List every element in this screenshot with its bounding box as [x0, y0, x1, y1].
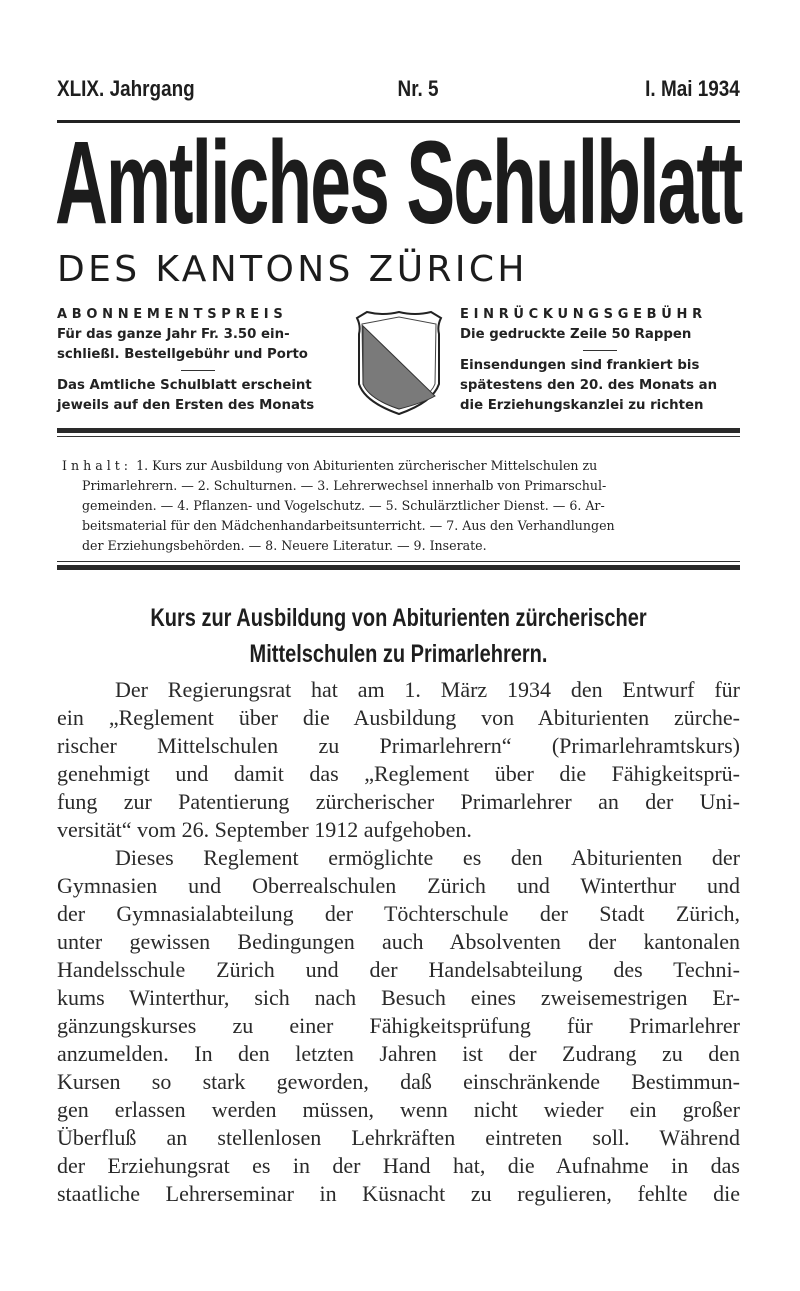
issue-line: [57, 76, 740, 106]
article-title: [57, 600, 740, 672]
paragraph-line: Kursen so stark geworden, daß einschränkende Bestimmun-: [57, 1069, 740, 1094]
paragraph-line: Überfluß an stellenlosen Lehrkräften eintreten soll. Während: [57, 1125, 740, 1150]
toc-line: Inhalt: 1. Kurs zur Ausbildung von Abiturienten zürcherischer Mittelschulen zu: [62, 458, 598, 473]
toc-line: der Erziehungsbehörden. — 8. Neuere Literatur. — 9. Inserate.: [82, 538, 487, 553]
publication-line: jeweils auf den Ersten des Monats: [57, 398, 315, 413]
article-title-line: Mittelschulen zu Primarlehrern.: [249, 640, 548, 668]
paragraph-line: der Gymnasialabteilung der Töchterschule der Stadt Zürich,: [57, 901, 740, 926]
paragraph-line: unter gewissen Bedingungen auch Absolventen der kantonalen: [57, 929, 740, 954]
toc-line: Primarlehrern. — 2. Schulturnen. — 3. Lehrerwechsel innerhalb von Primarschul-: [82, 478, 607, 493]
paragraph-line: ein „Reglement über die Ausbildung von Abiturienten zürche-: [57, 705, 740, 730]
zurich-shield-icon: [353, 308, 445, 416]
paragraph-line: fung zur Patentierung zürcherischer Primarlehrer an der Uni-: [57, 789, 740, 814]
masthead: [55, 118, 742, 248]
paragraph-line: Der Regierungsrat hat am 1. März 1934 den Entwurf für: [115, 677, 740, 702]
subscription-line: Für das ganze Jahr Fr. 3.50 ein-: [57, 327, 290, 342]
subscription-line: schließl. Bestellgebühr und Porto: [57, 347, 308, 362]
paragraph-line: kums Winterthur, sich nach Besuch eines zweisemestrigen Er-: [57, 985, 740, 1010]
masthead-title: Amtliches Schulblatt: [55, 117, 742, 249]
insertion-heading: EINRÜCKUNGSGEBÜHR: [460, 307, 707, 322]
paragraph-line: genehmigt und damit das „Reglement über die Fähigkeitsprü-: [57, 761, 740, 786]
paragraph-line: gänzungskurses zu einer Fähigkeitsprüfung für Primarlehrer: [57, 1013, 740, 1038]
publication-line: Das Amtliche Schulblatt erscheint: [57, 378, 312, 393]
paragraph-line: gen erlassen werden müssen, wenn nicht wieder ein großer: [57, 1097, 740, 1122]
contents-double-rule: [57, 561, 740, 570]
subscription-info: [57, 305, 339, 416]
paragraph-line: der Erziehungsrat es in der Hand hat, die Aufnahme in das: [57, 1153, 740, 1178]
header-double-rule: [57, 428, 740, 437]
article-title-line: Kurs zur Ausbildung von Abiturienten zürcherischer: [150, 604, 647, 632]
insertion-line: Die gedruckte Zeile 50 Rappen: [460, 327, 692, 342]
toc-line: beitsmaterial für den Mädchenhandarbeitsunterricht. — 7. Aus den Verhandlungen: [82, 518, 615, 533]
paragraph-line: Gymnasien und Oberrealschulen Zürich und Winterthur und: [57, 873, 740, 898]
volume-label: XLIX. Jahrgang: [57, 76, 195, 101]
masthead-subtitle: DES KANTONS ZÜRICH: [57, 249, 528, 290]
submission-line: Einsendungen sind frankiert bis: [460, 358, 700, 373]
paragraph-line: Handelsschule Zürich und der Handelsabteilung des Techni-: [57, 957, 740, 982]
paragraph-line: staatliche Lehrerseminar in Küsnacht zu regulieren, fehlte die: [57, 1181, 740, 1206]
toc-label: Inhalt:: [62, 458, 133, 473]
subscription-heading: ABONNEMENTSPREIS: [57, 307, 288, 322]
paragraph-line: rischer Mittelschulen zu Primarlehrern“ (Primarlehramtskurs): [57, 733, 740, 758]
issue-number: Nr. 5: [397, 76, 439, 101]
short-divider: [181, 370, 215, 371]
short-divider: [583, 350, 617, 351]
article-body: [57, 676, 740, 1208]
paragraph-line: versität“ vom 26. September 1912 aufgehoben.: [57, 817, 472, 842]
issue-date: I. Mai 1934: [645, 76, 740, 101]
paragraph-line: anzumelden. In den letzten Jahren ist der Zudrang zu den: [57, 1041, 740, 1066]
submission-line: spätestens den 20. des Monats an: [460, 378, 718, 393]
paragraph-line: Dieses Reglement ermöglichte es den Abiturienten der: [115, 845, 740, 870]
table-of-contents: [62, 456, 740, 556]
toc-line: gemeinden. — 4. Pflanzen- und Vogelschutz. — 5. Schulärztlicher Dienst. — 6. Ar-: [82, 498, 605, 513]
submission-line: die Erziehungskanzlei zu richten: [460, 398, 704, 413]
insertion-info: [460, 305, 740, 416]
